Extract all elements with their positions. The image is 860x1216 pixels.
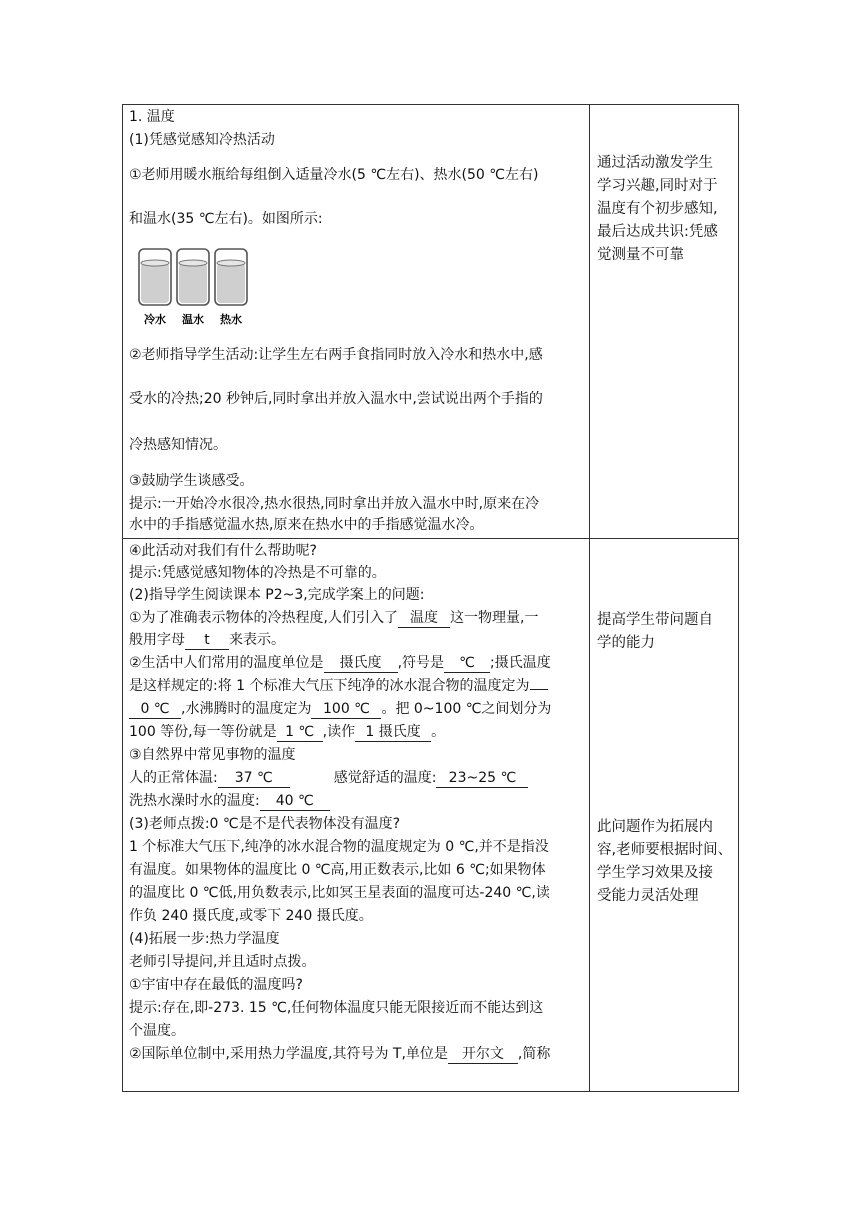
answer-blank: 开尔文: [448, 1046, 518, 1064]
text-part: 般用字母: [129, 632, 185, 648]
text-line: 冷热感知情况。: [129, 437, 227, 453]
goal-line: 觉测量不可靠: [597, 247, 684, 263]
text-part: ,水沸腾时的温度定为: [181, 701, 312, 717]
text-line: 有温度。如果物体的温度比 0 ℃高,用正数表示,比如 6 ℃;如果物体: [129, 862, 546, 878]
text-part: ;摄氏温度: [490, 655, 551, 671]
answer-blank: 1 摄氏度: [355, 724, 431, 742]
text-part: 100 等份,每一等份就是: [129, 724, 277, 740]
row1-content-cell: [129, 105, 585, 538]
row2-content-cell: [129, 539, 585, 1093]
answer-blank: [530, 689, 548, 690]
warm-water-cup-icon: [177, 249, 209, 305]
goal-line: 最后达成共识:凭感: [597, 224, 718, 240]
hot-water-label: 热水: [220, 313, 242, 326]
text-part: ,符号是: [397, 655, 445, 671]
text-line: 的温度比 0 ℃低,用负数表示,比如冥王星表面的温度可达-240 ℃,读: [129, 885, 550, 901]
text-part: ①为了准确表示物体的冷热程度,人们引入了: [129, 610, 398, 626]
text-line: 老师引导提问,并且适时点拨。: [129, 954, 316, 970]
text-line: ①宇宙中存在最低的温度吗?: [129, 977, 303, 993]
section-heading: 1. 温度: [129, 109, 175, 125]
answer-blank: 摄氏度: [324, 655, 398, 673]
text-line: [129, 1044, 550, 1064]
text-part: ,简称: [517, 1046, 551, 1062]
cold-water-cup-icon: [139, 249, 171, 305]
text-line: (2)指导学生阅读课本 P2~3,完成学案上的问题:: [129, 587, 425, 603]
text-line: [129, 630, 285, 650]
text-part: 这一物理量,一: [450, 610, 539, 626]
text-part: 人的正常体温:: [129, 770, 218, 786]
goal-line: 学生学习效果及接: [597, 865, 713, 881]
text-part: ②国际单位制中,采用热力学温度,其符号为 T,单位是: [129, 1046, 448, 1062]
text-part: 。把 0~100 ℃之间划分为: [381, 701, 552, 717]
text-line: 提示:存在,即-273. 15 ℃,任何物体温度只能无限接近而不能达到这: [129, 1000, 544, 1016]
water-cups-figure: [137, 247, 257, 327]
goal-line: 学习兴趣,同时对于: [597, 178, 718, 194]
answer-blank: 23~25 ℃: [436, 770, 528, 788]
hint-line: 提示:一开始冷水很冷,热水很热,同时拿出并放入温水中时,原来在冷: [129, 496, 540, 512]
answer-blank: t: [185, 632, 229, 650]
text-line: 提示:凭感觉感知物体的冷热是不可靠的。: [129, 565, 386, 581]
goal-line: 学的能力: [597, 635, 655, 651]
text-line: 个温度。: [129, 1023, 185, 1039]
goal-line: 提高学生带问题自: [597, 612, 713, 628]
text-line: 1 个标准大气压下,纯净的冰水混合物的温度规定为 0 ℃,并不是指没: [129, 839, 549, 855]
text-line: [129, 699, 551, 719]
goal-line: 此问题作为拓展内: [597, 819, 713, 835]
answer-blank: ℃: [444, 655, 490, 673]
text-line: 作负 240 摄氏度,或零下 240 摄氏度。: [129, 908, 373, 924]
answer-blank: 40 ℃: [260, 793, 330, 811]
warm-water-label: 温水: [182, 313, 204, 326]
text-line: [129, 722, 445, 742]
hot-water-cup-icon: [215, 249, 247, 305]
answer-blank: 0 ℃: [129, 701, 181, 719]
goal-line: 容,老师要根据时间、: [597, 842, 733, 858]
subheading-activity: (1)凭感觉感知冷热活动: [129, 132, 275, 148]
text-line: 和温水(35 ℃左右)。如图所示:: [129, 211, 323, 227]
text-part: 来表示。: [229, 632, 285, 648]
text-line: [129, 768, 528, 788]
goal-line: 通过活动激发学生: [597, 155, 713, 171]
column-divider: [589, 105, 590, 1091]
text-line: (3)老师点拨:0 ℃是不是代表物体没有温度?: [129, 816, 401, 832]
text-line: ③鼓励学生谈感受。: [129, 473, 254, 489]
text-line: ④此活动对我们有什么帮助呢?: [129, 543, 317, 559]
goal-line: 温度有个初步感知,: [597, 201, 718, 217]
text-line: ③自然界中常见事物的温度: [129, 747, 296, 763]
text-part: ,读作: [322, 724, 356, 740]
cold-water-label: 冷水: [144, 313, 166, 326]
text-line: 受水的冷热;20 秒钟后,同时拿出并放入温水中,尝试说出两个手指的: [129, 391, 543, 407]
text-line: [129, 608, 538, 628]
text-part: 是这样规定的:将 1 个标准大气压下纯净的冰水混合物的温度定为: [129, 678, 530, 694]
text-line: ①老师用暖水瓶给每组倒入适量冷水(5 ℃左右)、热水(50 ℃左右): [129, 167, 539, 183]
text-line: [129, 791, 330, 811]
text-part: 。: [431, 724, 446, 740]
text-line: [129, 653, 551, 673]
text-line: (4)拓展一步:热力学温度: [129, 931, 280, 947]
text-part: 感觉舒适的温度:: [333, 770, 437, 786]
goal-line: 受能力灵活处理: [597, 888, 699, 904]
text-part: ②生活中人们常用的温度单位是: [129, 655, 324, 671]
text-line: [129, 676, 548, 696]
answer-blank: 温度: [398, 610, 450, 628]
text-line: ②老师指导学生活动:让学生左右两手食指同时放入冷水和热水中,感: [129, 347, 543, 363]
text-part: 洗热水澡时水的温度:: [129, 793, 260, 809]
lesson-table: [122, 104, 739, 1092]
hint-line: 水中的手指感觉温水热,原来在热水中的手指感觉温水冷。: [129, 517, 484, 533]
answer-blank: 37 ℃: [218, 770, 290, 788]
answer-blank: 1 ℃: [277, 724, 323, 742]
answer-blank: 100 ℃: [311, 701, 381, 719]
